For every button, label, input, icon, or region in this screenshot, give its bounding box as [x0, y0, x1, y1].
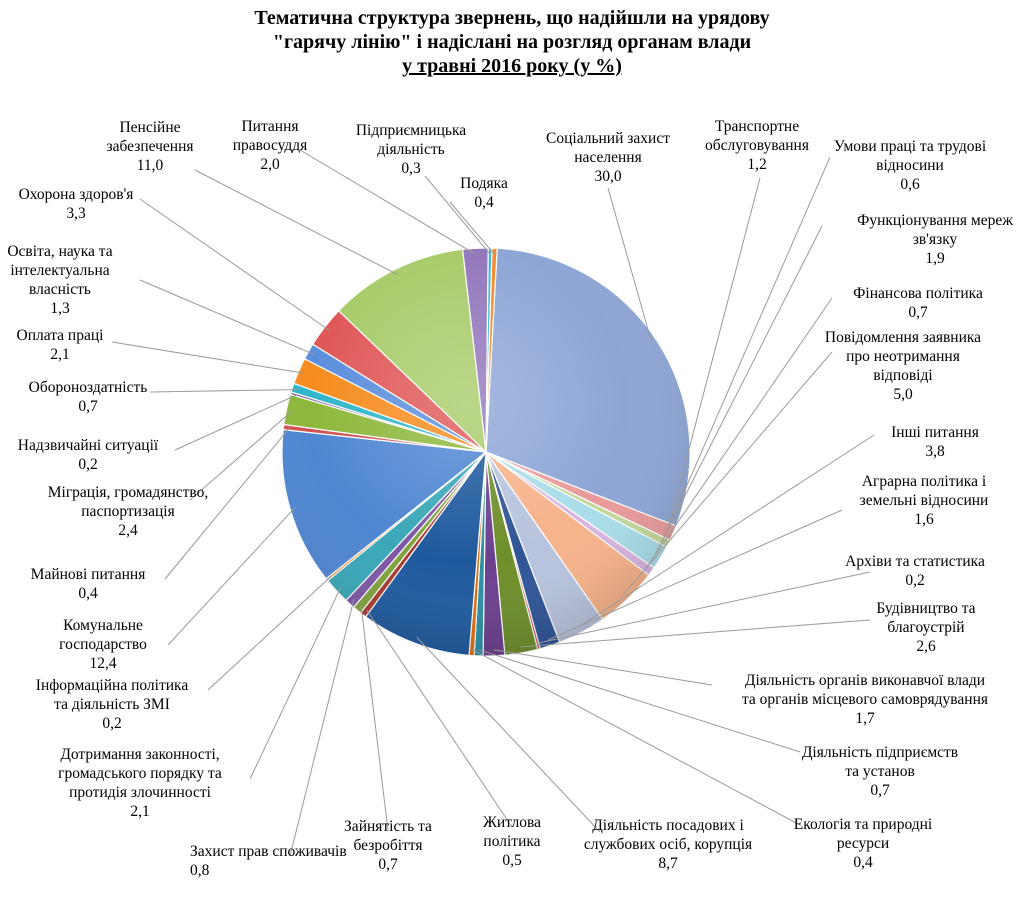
slice-value-31: 0,4: [474, 194, 494, 211]
slice-name-line: про неотримання: [846, 348, 960, 365]
leader-line-29: [300, 150, 476, 254]
slice-label-20: [59, 617, 147, 672]
leader-line-25: [112, 342, 304, 373]
leader-line-27: [140, 199, 330, 331]
slice-value-20: 12,4: [89, 655, 117, 672]
slice-value-14: 8,7: [658, 855, 678, 872]
slice-label-10: [876, 600, 975, 655]
slice-name-line: Оплата праці: [16, 327, 104, 344]
slice-label-24: [29, 379, 148, 415]
slice-name-line: Повідомлення заявника: [824, 329, 982, 346]
slice-value-3: 0,6: [900, 176, 920, 193]
slice-name-line: Архіви та статистика: [845, 553, 985, 570]
slice-name-line: Зайнятість та: [344, 818, 432, 835]
slice-value-10: 2,6: [916, 638, 936, 655]
slice-name-line: Діяльність підприємств: [801, 744, 959, 761]
slice-name-line: Майнові питання: [30, 566, 146, 583]
slice-value-15: 0,5: [502, 852, 522, 869]
slice-value-17: 0,8: [190, 862, 210, 879]
slice-name-line: громадського порядку та: [58, 765, 222, 782]
slice-label-5: [853, 285, 983, 321]
slice-name-line: забезпечення: [106, 138, 194, 155]
leader-line-18: [250, 587, 341, 779]
slice-value-22: 2,4: [118, 522, 138, 539]
leader-line-14: [417, 637, 600, 832]
slice-name-line: Обороноздатність: [28, 379, 148, 396]
slice-value-2: 1,2: [747, 156, 767, 173]
slice-value-11: 1,7: [855, 710, 875, 727]
leader-line-26: [140, 280, 314, 354]
slice-name-line: діяльність: [377, 141, 445, 158]
leader-line-11: [494, 650, 712, 685]
leader-line-24: [150, 390, 298, 392]
slice-value-27: 3,3: [66, 205, 86, 222]
slice-name-line: безробіття: [353, 837, 423, 854]
slice-name-line: та органів місцевого самоврядування: [741, 691, 989, 708]
slice-label-11: [742, 672, 988, 727]
slice-name-line: населення: [574, 149, 642, 166]
slice-name-line: протидія злочинності: [69, 784, 211, 801]
slice-label-17: [190, 843, 347, 879]
slice-value-6: 5,0: [893, 386, 913, 403]
leader-line-16: [361, 605, 388, 831]
slice-value-12: 0,7: [870, 782, 890, 799]
slice-value-26: 1,3: [50, 300, 70, 317]
slice-name-line: Екологія та природні: [793, 816, 933, 833]
title-line-2: "гарячу лінію" і надіслані на розгляд органам влади: [272, 31, 752, 53]
slice-value-5: 0,7: [908, 304, 928, 321]
slice-name-line: Подяка: [460, 175, 508, 192]
slice-name-line: Діяльність органів виконавчої влади: [744, 672, 986, 689]
slice-label-9: [845, 553, 985, 589]
slice-label-15: [483, 814, 541, 869]
slice-name-line: благоустрій: [887, 619, 965, 636]
slice-name-line: службових осіб, корупція: [583, 836, 753, 853]
slice-name-line: ресурси: [836, 835, 890, 852]
slice-name-line: власність: [29, 281, 91, 298]
slice-value-1: 30,0: [594, 168, 622, 185]
slice-value-7: 3,8: [925, 443, 945, 460]
slice-value-18: 2,1: [130, 803, 150, 820]
slice-label-7: [891, 424, 979, 460]
slice-name-line: Діяльність посадових і: [592, 817, 744, 834]
slice-label-6: [825, 329, 981, 403]
slice-value-4: 1,9: [925, 250, 945, 267]
slice-name-line: Питання: [241, 118, 299, 135]
slice-value-30: 0,3: [401, 160, 421, 177]
title-line-1: Тематична структура звернень, що надійшли на урядову: [254, 7, 770, 29]
slice-name-line: обслуговування: [705, 137, 809, 154]
slice-value-25: 2,1: [50, 346, 70, 363]
slice-label-21: [31, 566, 146, 602]
slice-label-14: [584, 817, 752, 872]
slice-value-13: 0,4: [853, 854, 873, 871]
slice-name-line: паспортизація: [81, 503, 175, 520]
title-line-3: у травні 2016 року (у %): [402, 55, 622, 77]
slice-name-line: відповіді: [873, 367, 933, 384]
slice-name-line: Захист прав споживачів: [190, 843, 347, 860]
slice-name-line: Пенсійне: [119, 119, 181, 136]
slice-name-line: Аграрна політика і: [861, 473, 987, 490]
slice-name-line: земельні відносини: [859, 492, 989, 509]
slice-name-line: Надзвичайні ситуації: [17, 437, 159, 454]
slice-label-13: [794, 816, 933, 871]
slice-label-23: [18, 437, 159, 473]
leader-line-3: [663, 157, 830, 541]
slice-name-line: Житлова: [482, 814, 542, 831]
slice-name-line: інтелектуальна: [10, 262, 110, 279]
slice-name-line: Комунальне: [63, 617, 143, 634]
slice-label-29: [233, 118, 308, 173]
slice-label-28: [106, 119, 193, 174]
slice-name-line: Умови праці та трудові: [833, 138, 987, 155]
slice-name-line: Транспортне: [714, 118, 800, 135]
slice-label-27: [19, 186, 134, 222]
slice-label-4: [857, 212, 1013, 267]
slice-name-line: Інформаційна політика: [35, 677, 189, 694]
slice-value-9: 0,2: [905, 572, 925, 589]
slice-value-24: 0,7: [78, 398, 98, 415]
slice-name-line: Функціонування мереж: [857, 212, 1013, 229]
slice-name-line: та діяльність ЗМІ: [54, 696, 170, 713]
slice-label-3: [834, 138, 987, 193]
slice-name-line: Охорона здоров'я: [18, 186, 134, 203]
slice-label-25: [17, 327, 105, 363]
slice-name-line: Соціальний захист: [546, 130, 670, 147]
slice-name-line: Міграція, громадянство,: [47, 484, 209, 501]
leader-line-28: [195, 170, 398, 275]
leader-line-21: [165, 428, 290, 579]
slice-label-2: [705, 118, 809, 173]
leader-line-20: [168, 507, 296, 645]
slice-label-8: [860, 473, 989, 528]
slice-name-line: Інші питання: [891, 424, 979, 441]
slice-label-1: [546, 130, 670, 185]
slice-name-line: Підприємницька: [355, 122, 467, 139]
slice-label-16: [344, 818, 432, 873]
slice-label-26: [7, 243, 112, 317]
slice-name-line: Будівництво та: [876, 600, 976, 617]
slice-name-line: Освіта, наука та: [7, 243, 113, 260]
slice-name-line: зв'язку: [912, 231, 958, 248]
slice-label-19: [36, 677, 189, 732]
slice-value-21: 0,4: [78, 585, 98, 602]
slice-name-line: відносини: [876, 157, 944, 174]
slice-label-12: [802, 744, 958, 799]
leader-line-2: [668, 178, 760, 531]
slice-name-line: Фінансова політика: [853, 285, 983, 302]
slice-value-28: 11,0: [136, 157, 164, 174]
slice-name-line: Дотримання законності,: [60, 746, 220, 763]
slice-name-line: правосуддя: [232, 137, 308, 154]
slice-label-18: [58, 746, 222, 820]
slice-label-22: [48, 484, 209, 539]
slice-name-line: та установ: [845, 763, 915, 780]
slice-label-31: [460, 175, 508, 211]
slice-name-line: господарство: [59, 636, 147, 653]
slice-value-8: 1,6: [914, 511, 934, 528]
slice-label-30: [356, 122, 466, 177]
slice-value-16: 0,7: [378, 856, 398, 873]
slice-name-line: політика: [483, 833, 541, 850]
leader-line-19: [208, 576, 332, 690]
slice-value-19: 0,2: [102, 715, 122, 732]
slice-value-29: 2,0: [260, 156, 280, 173]
slice-value-23: 0,2: [78, 456, 98, 473]
